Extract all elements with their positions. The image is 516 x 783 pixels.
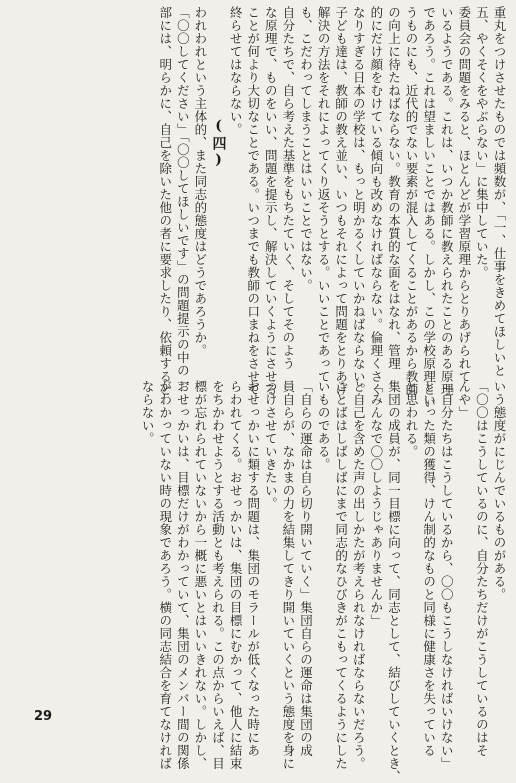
text-line: いものである。 (316, 380, 332, 471)
text-line: 「みんなで〇〇しようじゃありませんか」 (368, 380, 384, 627)
section-heading: (四) (210, 118, 227, 170)
text-line: 解決の方法をそれによってくり返そうとする。いいことであって (316, 6, 332, 383)
text-line: うものにも、近代的でない要素が混入してくることがあるから教師 (404, 6, 420, 396)
text-line: ことが何より大切なことである。いつまでも教師の口まねをさせて (245, 6, 261, 396)
text-line: といった類の獲得、けん制的なものと同様に健康さを失っている (421, 380, 437, 757)
text-line: つけさせていきたい。 (263, 380, 279, 510)
text-line: 重丸をつけさせたものでは頻数が、「一、仕事をきめてほしいと (492, 6, 507, 377)
text-line: 「自らの運命は自ら切り開いていく」集団自らの運命は集団の成 (298, 380, 314, 757)
text-line: おせっかいは、目標だけがわかっていて、集団のメンバー間の関係 (175, 380, 191, 770)
text-line: んや」 (456, 380, 472, 419)
text-line: 自分たちで、自ら考えた基準をもちたていく、そしてそのよう (280, 6, 296, 370)
text-line: と自己を含めた声の出しかたが考えられなければならないだろう。 (351, 380, 367, 770)
text-line: 集団の成員が、同一目標に向って、同志として、結びしていくとき、 (386, 380, 402, 783)
text-line: ことばはしばしばにまで同志的なひびきがこもってくるようにした (333, 380, 349, 770)
text-line: らわれてくる。おせっかいは、集団の目標にむかって、他人に結束 (228, 380, 244, 770)
text-line: と思われる。 (404, 380, 420, 458)
text-line: の向上に待たねばならない。教育の本質的な面をはなれ、管理 (386, 6, 402, 370)
text-line: な原理で、ものをいい、問題を提示し、解決していくようにさせる (263, 6, 279, 396)
text-line: 委員会の問題をみると、ほとんどが学習原理からとりあげられて (456, 6, 472, 383)
text-line: をちかわせようとする活動とも考えられる。この点からいえば、目 (210, 380, 226, 770)
text-line: 部には、明らかに、自己を除いた他の者に要求したり、依頼すると (157, 6, 173, 396)
text-line: おせっかいに類する問題は、集団のモラールが低くなった時にあ (245, 380, 261, 757)
text-line: 員自らが、なかまの力を結集してきり開いていくという態度を身に (280, 380, 296, 770)
text-line: も、こだわってしまうことはいいことではない。 (298, 6, 314, 292)
text-line: 終らせてはならない。 (228, 6, 244, 136)
text-line: 子ども達は、教師の教え並い、いつもそれによって問題をとりあげ (333, 6, 349, 396)
text-line: 「〇〇してください」「〇〇してほしいです」の問題提示の中の一 (175, 6, 191, 390)
text-line: なりすぎる日本の学校は、もっと明かるくしていかねばならない。 (351, 6, 367, 396)
text-line: いう態度がにじんでいるものがある。 (492, 380, 507, 601)
text-line: 五、やくそくをやぶらない」に集中していた。 (474, 6, 490, 279)
text-line: いるようである。これは、いつか教師に教えられたことのある原理 (439, 6, 455, 396)
text-line: われわれという主体的、また同志的態度はどうであろうか。 (192, 6, 208, 357)
text-line: 的にだけ顔をむけている傾向も改めなければならない。倫理くさく (368, 6, 384, 396)
text-line: 「自分たちはこうしているから、〇〇もこうしなければいけない」 (439, 380, 455, 770)
page-number: 29 (34, 709, 53, 724)
text-line: であろう。これは望ましいことではある。しかし、この学校原理とい (421, 6, 437, 409)
text-line: 標が忘れられていないから一概に悪いとはいいきれない。しかし、 (192, 380, 208, 770)
text-line: ならない。 (140, 380, 156, 445)
text-line: がわかっていない時の現象であろう。横の同志結合を育てなければ (157, 380, 173, 770)
text-line: 「〇〇はこうしているのに、自分たちだけがこうしているのはそ (474, 380, 490, 757)
lower-text-block (139, 380, 508, 783)
